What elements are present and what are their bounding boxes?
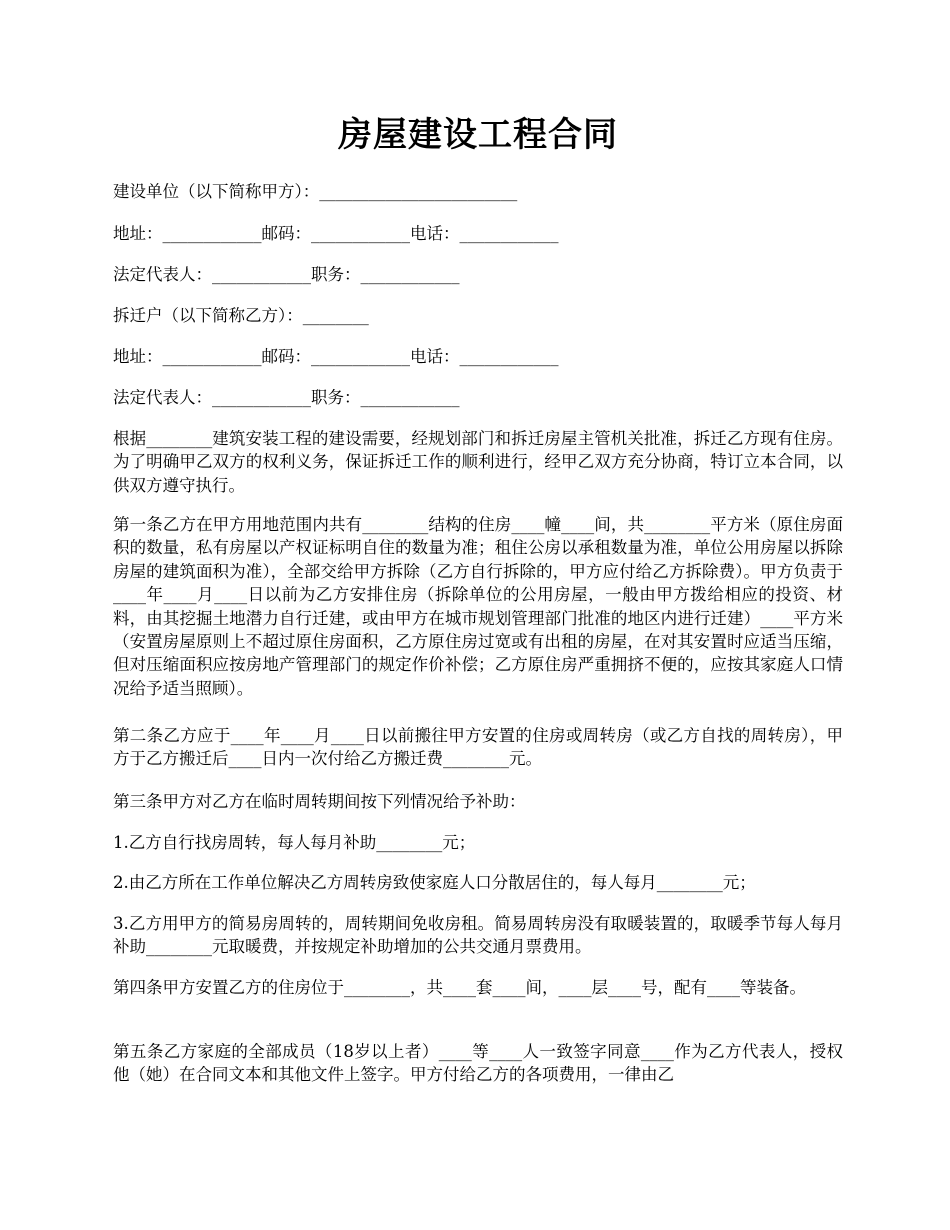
article-5-paragraph: 第五条乙方家庭的全部成员（18岁以上者）____等____人一致签字同意____作为乙方代表人，授权他（她）在合同文本和其他文件上签字。甲方付给乙方的各项费用，一律由乙 (113, 1042, 843, 1085)
party-a-representative-line: 法定代表人：____________职务：____________ (113, 265, 460, 284)
party-b-representative-line: 法定代表人：____________职务：____________ (113, 388, 460, 407)
party-a-address-line: 地址：____________邮码：____________电话：____________ (113, 224, 559, 243)
party-b-address-line: 地址：____________邮码：____________电话：____________ (113, 347, 559, 366)
article-3-item-2: 2.由乙方所在工作单位解决乙方周转房致使家庭人口分散居住的，每人每月________元； (113, 873, 756, 892)
article-3-item-1: 1.乙方自行找房周转，每人每月补助________元； (113, 833, 476, 852)
article-3-item-3: 3.乙方用甲方的简易房周转的，周转期间免收房租。简易周转房没有取暖装置的，取暖季节每人每月补助________元取暖费，并按规定补助增加的公共交通月票费用。 (113, 914, 843, 957)
article-4-paragraph: 第四条甲方安置乙方的住房位于________，共____套____间，____层____号，配有____等装备。 (113, 978, 806, 997)
party-a-line: 建设单位（以下简称甲方）：________________________ (113, 182, 518, 201)
article-3-paragraph: 第三条甲方对乙方在临时周转期间按下列情况给予补助： (113, 792, 526, 811)
document-title: 房屋建设工程合同 (338, 115, 618, 155)
article-2-paragraph: 第二条乙方应于____年____月____日以前搬往甲方安置的住房或周转房（或乙方自找的周转房），甲方于乙方搬迁后____日内一次付给乙方搬迁费________元。 (113, 726, 843, 769)
article-1-paragraph: 第一条乙方在甲方用地范围内共有________结构的住房____幢____间，共________平方米（原住房面积的数量，私有房屋以产权证标明自住的数量为准；租住公房以承租数量为准，单位公用房屋以拆除房屋的建筑面积为准），全部交给甲方拆除（乙方自行拆除的，甲方应付给乙方拆除费）。甲方负责于____年____月____日以前为乙方安排住房（拆除单位的公用房屋，一般由甲方拨给相应的投资、材料，由其挖掘土地潜力自行迁建，或由甲方在城市规划管理部门批准的地区内进行迁建）____平方米（安置房屋原则上不超过原住房面积，乙方原住房过宽或有出租的房屋，在对其安置时应适当压缩，但对压缩面积应按房地产管理部门的规定作价补偿；乙方原住房严重拥挤不便的，应按其家庭人口情况给予适当照顾）。 (113, 515, 843, 698)
party-b-line: 拆迁户（以下简称乙方）：________ (113, 306, 369, 325)
preamble-paragraph: 根据________建筑安装工程的建设需要，经规划部门和拆迁房屋主管机关批准，拆迁乙方现有住房。为了明确甲乙双方的权利义务，保证拆迁工作的顺利进行，经甲乙双方充分协商，特订立本合同，以供双方遵守执行。 (113, 429, 843, 495)
